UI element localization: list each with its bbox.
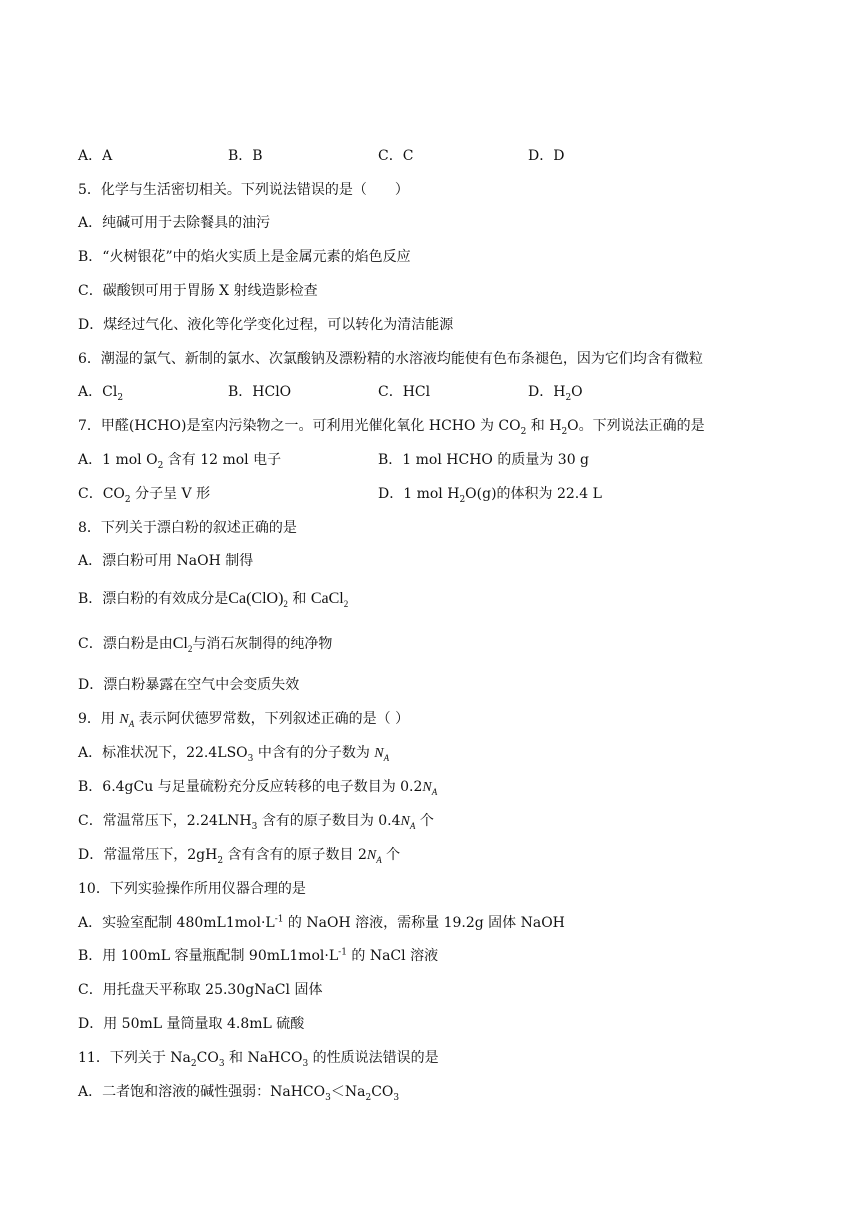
q5-option-c: C．碳酸钡可用于胃肠 X 射线造影检查 xyxy=(78,283,318,299)
q7-option-a: A．1 mol $O_2$ 含有 12 mol 电子 xyxy=(78,452,282,471)
q10-stem: 10．下列实验操作所用仪器合理的是 xyxy=(78,881,306,897)
q9-option-a: A．标准状况下，$22.4LSO_3$ 中含有的分子数为 $N_A$ xyxy=(78,745,390,764)
q10-option-c: C．用托盘天平称取 25.30gNaCl 固体 xyxy=(78,982,323,998)
q7-option-c: C．$CO_2$ 分子呈 V 形 xyxy=(78,486,211,505)
q9-stem: 9．用 $N_A$ 表示阿伏德罗常数，下列叙述正确的是（ ） xyxy=(78,711,410,729)
q4-option-a: A．A xyxy=(78,148,113,164)
q8-option-d: D．漂白粉暴露在空气中会变质失效 xyxy=(78,677,300,693)
q11-stem: 11．下列关于 $Na_2CO_3$ 和 NaHCO$_3$ 的性质说法错误的是 xyxy=(78,1050,439,1069)
q8-option-b: B．漂白粉的有效成分是$Ca(ClO)_2$ 和 CaCl$_2$ xyxy=(78,590,349,610)
q9-option-b: B．6.4gCu 与足量硫粉充分反应转移的电子数目为 $0.2N_A$ xyxy=(78,779,438,797)
q5-option-b: B．“火树银花”中的焰火实质上是金属元素的焰色反应 xyxy=(78,249,411,265)
q6-option-c: C．HCl xyxy=(378,384,431,400)
q4-option-b: B．B xyxy=(228,148,263,164)
q5-option-a: A．纯碱可用于去除餐具的油污 xyxy=(78,215,271,231)
formula-ca-clo2: $Ca(ClO)_2$ xyxy=(228,590,288,610)
q4-option-d: D．D xyxy=(528,148,565,164)
q9-option-c: C．常温常压下，$2.24LNH_3$ 含有的原子数目为 $0.4N_A$ 个 xyxy=(78,813,434,832)
q8-stem: 8．下列关于漂白粉的叙述正确的是 xyxy=(78,520,297,536)
q5-option-d: D．煤经过气化、液化等化学变化过程，可以转化为清洁能源 xyxy=(78,317,454,333)
q6-option-a: A．$Cl_2$ xyxy=(78,384,124,403)
q10-option-d: D．用 50mL 量筒量取 4.8mL 硫酸 xyxy=(78,1016,305,1032)
formula-cacl2: CaCl$_2$ xyxy=(310,590,349,610)
q6-option-d: D．$H_2O$ xyxy=(528,384,583,403)
q7-option-d: D．1 mol $H_2O(g)$的体积为 22.4 L xyxy=(378,486,602,505)
q7-option-b: B．1 mol HCHO 的质量为 30 g xyxy=(378,452,590,468)
q9-option-d: D．常温常压下，$2gH_2$ 含有含有的原子数目 $2N_A$ 个 xyxy=(78,847,401,866)
q10-option-b: B．用 100mL 容量瓶配制 $90mL1mol\cdot L^{-1}$ 的 NaCl 溶液 xyxy=(78,947,439,964)
q8-option-a: A．漂白粉可用 NaOH 制得 xyxy=(78,553,254,569)
q8-option-c: C．漂白粉是由$Cl_2$与消石灰制得的纯净物 xyxy=(78,635,333,655)
q6-option-b: B．HClO xyxy=(228,384,292,400)
q10-option-a: A．实验室配制 $480mL1mol\cdot L^{-1}$ 的 NaOH 溶液，需称量 19.2g 固体 NaOH xyxy=(78,914,565,931)
q6-stem: 6．潮湿的氯气、新制的氯水、次氯酸钠及漂粉精的水溶液均能使有色布条褪色，因为它们均含有微粒 xyxy=(78,351,703,367)
q4-option-c: C．C xyxy=(378,148,414,164)
formula-cl2: $Cl_2$ xyxy=(172,635,193,655)
q5-stem: 5．化学与生活密切相关。下列说法错误的是（ ） xyxy=(78,182,409,198)
q7-stem: 7．甲醛(HCHO)是室内污染物之一。可利用光催化氧化 HCHO 为 $CO_2$ 和 $H_2O$。下列说法正确的是 xyxy=(78,418,705,437)
q11-option-a: A．二者饱和溶液的碱性强弱：$NaHCO_3<Na_2CO_3$ xyxy=(78,1084,400,1103)
